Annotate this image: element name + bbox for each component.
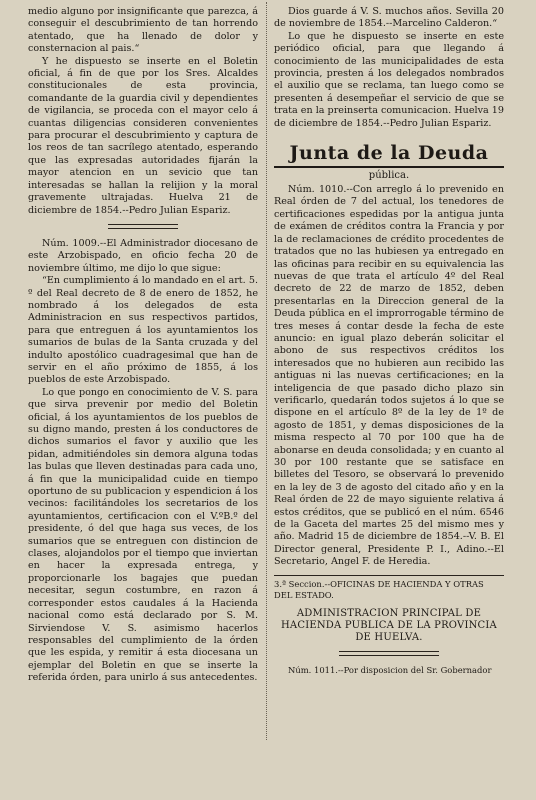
left-column bbox=[28, 0, 258, 800]
section-separator bbox=[108, 224, 178, 229]
right-paragraph-2: Lo que he dispuesto se inserte en este periódico oficial, para que llegando á conocimiento de las municipalidades de esta provincia, presten á los delegados nombrados el auxilio que se reclama, tan luego como se presenten á desempeñar el servicio de que se trata en la preinserta comunicacion. Huelva 19 de diciembre de 1854.--Pedro Julian Espariz. bbox=[274, 30, 504, 129]
right-column bbox=[274, 0, 504, 800]
left-paragraph-1: medio alguno por insignificante que parezca, á conseguir el descubrimiento de tan horrendo atentado, que ha llenado de dolor y consternacion al pais.“ bbox=[28, 6, 258, 55]
title-separator bbox=[339, 651, 439, 656]
left-paragraph-3: Núm. 1009.--El Administrador diocesano de este Arzobispado, en oficio fecha 20 de noviembre último, me dijo lo que sigue: bbox=[28, 237, 258, 274]
right-paragraph-3: Núm. 1010.--Con arreglo á lo prevenido en Real órden de 7 del actual, los tenedores de certificaciones espedidas por la antigua junta de exámen de créditos contra la Francia y por la de reclamaciones de crédito procedentes de tratados que no las hubiesen ya entregado en las oficinas para recibir en su equivalencia las nuevas de que trata el artículo 4º del Real decreto de 22 de marzo de 1852, deben presentarlas en la Direccion general de la Deuda pública en el improrrogable término de tres meses á contar desde la fecha de este anuncio: en igual plazo deberán solicitar el abono de sus respectivos créditos los interesados que no hubieren aun recibido las antiguas ni las nuevas certificaciones; en la inteligencia de que pasado dicho plazo sin verificarlo, quedarán todos sujetos á lo que se dispone en el artículo 8º de la ley de 1º de agosto de 1851, y demas disposiciones de la misma respecto al 70 por 100 que ha de abonarse en deuda consolidada; y en cuanto al 30 por 100 restante que se satisface en billetes del Tesoro, se observará lo prevenido en la ley de 3 de agosto del citado año y en la Real órden de 22 de mayo siguiente relativa á estos créditos, que se publicó en el núm. 6546 de la Gaceta del martes 25 del mismo mes y año. Madrid 15 de diciembre de 1854.--V. B. El Director general, Presidente P. I., Adino.--El Secretario, Angel F. de Heredia. bbox=[274, 184, 504, 568]
left-paragraph-4: “En cumplimiento á lo mandado en el art. 5. º del Real decreto de 8 de enero de 1852, he nombrado á los delegados de esta Administracion en sus respectivos partidos, para que entreguen á los ayuntamientos los sumarios de bulas de la Santa cruzada y del indulto apostólico cuadragesimal que han de servir en el año próximo de 1855, á los pueblos de este Arzobispado. bbox=[28, 275, 258, 386]
section-label: 3.ª Seccion.--OFICINAS DE HACIENDA Y OTRAS DEL ESTADO. bbox=[274, 575, 504, 601]
right-paragraph-1: Dios guarde á V. S. muchos años. Sevilla 20 de noviembre de 1854.--Marcelino Calderon.“ bbox=[274, 6, 504, 30]
administration-title: ADMINISTRACION PRINCIPAL DE HACIENDA PUBLICA DE LA PROVINCIA DE HUELVA. bbox=[281, 607, 497, 643]
right-paragraph-4: Núm. 1011.--Por disposicion del Sr. Gobernador bbox=[288, 664, 492, 675]
left-paragraph-5: Lo que pongo en conocimiento de V. S. para que sirva prevenir por medio del Boletin oficial, á los ayuntamientos de los pueblos de su digno mando, presten á los conductores de dichos sumarios el favor y auxilio que les pidan, admitiéndoles sin demora alguna todas las bulas que lleven destinadas para cada uno, á fin que la municipalidad cuide en tiempo oportuno de su publicacion y espendicion á los vecinos: facilitándoles los secretarios de los ayuntamientos, certificacion con el V.ºB.º del presidente, ó del que haga sus veces, de los sumarios que se entreguen con distincion de clases, alojandolos por el tiempo que inviertan en hacer la expresada entrega, y proporcionarle los bagajes que puedan necesitar, segun costumbre, en razon á corresponder estos caudales á la Hacienda nacional como está declarado por S. M. Sirviendose V. S. asimismo hacerlos responsables del cumplimiento de la órden que les espida, y remitir á esta diocesana un ejemplar del Boletin en que se inserte la referida órden, para unirlo á sus antecedentes. bbox=[28, 386, 258, 684]
section-heading: Junta de la Deuda bbox=[274, 142, 504, 168]
column-divider bbox=[266, 2, 267, 740]
left-paragraph-2: Y he dispuesto se inserte en el Boletin oficial, á fin de que por los Sres. Alcaldes constitucionales de esta provincia, comandante de la guardia civil y dependientes de vigilancia, se proceda con el mayor celo á cuantas diligencias consideren convenientes para procurar el descubrimiento y captura de los reos de tan sacrílego atentado, esperando que las expresadas autoridades fijarán la mayor atencion en un sevicio que tan interesadas se hallan la relijion y la moral gravemente ultrajadas. Huelva 21 de diciembre de 1854.--Pedro Julian Espariz. bbox=[28, 55, 258, 216]
section-subheading: pública. bbox=[368, 170, 410, 182]
